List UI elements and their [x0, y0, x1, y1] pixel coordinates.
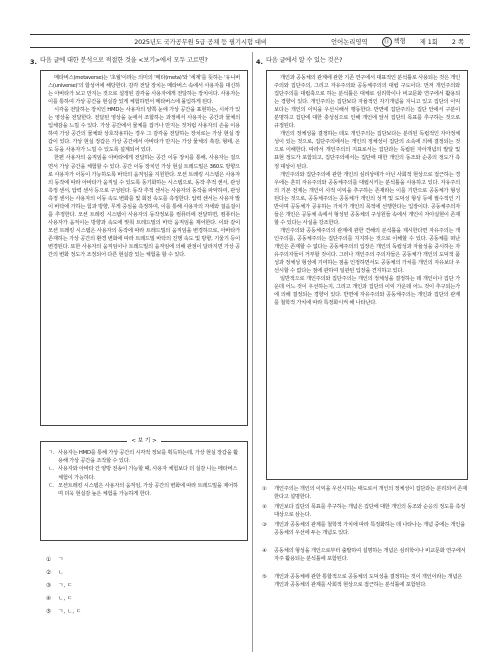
- q3-option-3[interactable]: ③ ㄱ, ㄷ: [46, 583, 73, 589]
- page-number: 2 쪽: [451, 38, 464, 46]
- q4-option-5[interactable]: ⑤ 개인과 공동체에 관한 통합적으로 공동체의 도덕성을 결정하는 것이 개인이라는 개념은 개인과 공동체의 관계를 사회적 현상으로 접근하는 분석틀에 포함된다.: [262, 574, 463, 588]
- q4-option-4[interactable]: ④ 공동체의 형성을 개인으로부터 출발하여 설명하는 개념은 심리학이나 비교문화 연구에서 자주 활용되는 분석틀에 포함된다.: [262, 548, 466, 562]
- exam-meta: [331, 36, 470, 47]
- question-3-passage: [40, 70, 248, 426]
- bogi-item: ㄱ. 사용자는 HMD를 통해 가상 공간의 시각적 정보를 획득하는데, 가상 현실 장갑을 활용해 가상 공간을 조작할 수 있다.: [48, 450, 238, 465]
- q3-option-2[interactable]: ② ㄴ: [46, 570, 64, 576]
- passage-paragraph: 일반적으로 개인주의와 집단주의는 개인의 정체성을 결정하는 데 개인이나 집단 가운데 어느 것이 우선하는지, 그리고 개인과 집단의 이익 가운데 어느 것이 추구되는가에 의해 결정되는 경향이 있다. 반면에 자유주의와 공동체주의는 개인과 집단의 관계를 철학적 가치에 따라 특정화시켜 해 나타난다.: [274, 276, 460, 307]
- passage-paragraph: 개인과 공동체의 관계에 관한 기존 연구에서 대표적인 분석틀로 사용되는 것은 개인주의와 집단주의, 그리고 자유주의와 공동체주의의 대립 구도이다. 먼저 개인주의와 집단주의를 대립축으로 하는 분석틀은 대체로 심리학이나 비교문화 연구에서 활용되는 경향이 있다. 개인주의는 집단보다 자율적인 자기개념을 지니고 있고 집단의 이익보다는 개인의 이익을 우선시해서 행동한다. 반면에 집단주의는 집단 안에서 구분이 분명하고 집단에 대한 충성심으로 인해 개인에 앞서 집단의 목표를 추구하는 것으로 규정된다.: [274, 75, 460, 130]
- passage-paragraph: 개인주의와 공동체주의의 관계에 관한 견해의 분석틀을 제시한다면 자유주의는 개인주의를, 공동체주의는 집단주의를 지지하는 것으로 이해할 수 있다. 공동체를 떠난 개인은 존재할 수 없다는 공동체주의의 입장은 개인의 독립성과 자율성을 중시하는 자유주의자들이 거부할 것이다. 그러나 개인주의 주의자들은 공동체가 개인의 도덕적 품성과 정체성 형성에 기여하는 점을 인정하면서도 공동체의 가치를 개인의 자유보다 우선시할 수 없다는 점에 관하여 일관된 입장을 견지하고 있다.: [274, 227, 460, 275]
- q3-option-1[interactable]: ① ㄱ: [46, 557, 64, 563]
- passage-paragraph: 시각을 전달하는 장치인 HMD는 사용자의 양쪽 눈에 가상 공간을 표현하는, 시차가 있는 영상을 전달한다. 전달된 영상을 눈에서 조합하는 과정에서 사용자는 공간과 물체의 입체감을 느낄 수 있다. 가상 공간에서 물체를 잡거나 만지는 것처럼 사용자의 손을 이용하여 가상 공간의 물체와 상호작용하는 경우 그 감각을 전달하는 장치로는 가상 현실 장갑이 있다. 가상 현실 장갑은 가상 공간에서 아바타가 만지는 가상 물체의 촉감, 형태, 온도 등을 사용자가 느낄 수 있도록 설계되어 있다.: [48, 107, 240, 154]
- q3-option-4[interactable]: ④ ㄴ, ㄷ: [46, 596, 73, 602]
- passage-paragraph: 개인주의와 집단주의에 관한 개인의 심리상태가 아닌 사회적 현상으로 접근하는 경우에는 흔히 자유주의와 공동체주의를 대립시키는 분석틀을 사용하고 있다. 자유주의의 기본 전제는 개인이 사적 이익을 추구하는 존재라는 이를 기반으로 공동체가 형성된다는 것으로, 공동체주의는 공동체가 개인의 성격 및 도덕성 형성 등에 필수적인 기반이며 공동체가 공유하는 가치가 개인의 목적에 선행한다는 입장이다. 공동체주의자들은 개인은 공동체 속에서 형성된 공동체의 구성원들 속에서 개인이 자아실현이 존재할 수 있다는 사실을 강조한다.: [274, 171, 460, 226]
- question-4-prompt: 다음 글에서 알 수 있는 것은?: [266, 57, 343, 64]
- q4-option-1[interactable]: ① 개인주의는 개인의 이익을 우선시하는 태도로서 개인의 정체성이 집단과는 분리되어 존재한다고 설명한다.: [262, 486, 467, 500]
- bogi-box: [40, 438, 248, 541]
- passage-paragraph: 메타버스(metaverse)는 '초월'이라는 의미의 '메타(meta)'와 '세계'를 뜻하는 '유니버스(universe)'의 합성어에 해당한다. 감각 전달 장치는 메타버스 속에서 사용자를 대신하는 아바타가 보고 만지는 것으로 설정된 감각을 사용자에게 전달하는 장치이다. 사용자는 이를 통하여 가상 공간을 현실감 있게 체험하면서 메타버스에 몰입하게 된다.: [48, 75, 240, 106]
- column-divider: [252, 52, 253, 652]
- question-3-prompt: 다음 글에 대한 분석으로 적절한 것을 <보기>에서 모두 고르면?: [40, 57, 208, 64]
- exam-header: [30, 34, 470, 48]
- question-4-passage: [266, 70, 468, 480]
- passage-paragraph: 한편 사용자의 움직임을 아바타에게 전달하는 공간 이동 장치를 통해, 사용자는 걸으면서 가상 공간을 체험할 수 있다. 공간 이동 장치인 가상 현실 트레드밀은 360도 방향으로 사용자가 이동이 가능하도록 바닥의 움직임을 지원한다. 모션 트레킹 시스템은 사용자의 동작에 따라 아바타가 움직일 수 있도록 동기화하는 시스템으로, 동작 추적 센서, 관성 측정 센서, 압력 센서 등으로 구성된다. 동작 추적 센서는 사용자의 동작을 파악하여, 관성 측정 센서는 사용자의 이동 속도 변화를 및 회전 속도를 측정한다. 압력 센서는 사용자 발이 바닥에 가하는 힘과 방향, 무게 중심을 측정하여, 이를 통해 사용자의 자세와 걸음걸이를 추정한다. 모션 트레킹 시스템이 사용자의 동작정보를 컴퓨터에 전달하면, 컴퓨터는 사용자가 움직이는 방향과 속도에 맞춰 트레드밀의 바닥 움직임을 제어한다. 이와 같이 모션 트레킹 시스템은 사용자의 동작에 따라 트레드밀의 움직임을 변경하므로, 아바타가 존재하는 가상 공간의 환경 변화에 따라 트레드밀 바닥의 진행 속도 및 방향, 기울기 등이 변경된다. 또한 사용자의 움직임이나 트레드밀의 움직임에 의해 관점이 달라지면 가상 공간의 변화 정도가 조정되어 다른 현실감 있는 체험을 할 수 있다.: [48, 155, 240, 259]
- round-label: 제 1회: [419, 38, 438, 46]
- question-3-number: 3.: [30, 58, 37, 66]
- booklet-type: [382, 36, 406, 47]
- booklet-mark-icon: ⑪: [382, 37, 392, 47]
- subject-label: 언어논리영역: [331, 38, 368, 46]
- bogi-item: ㄷ. 모션트레킹 시스템은 사용자의 움직임, 가상 공간의 변화에 따라 트레드밀을 제어하며 더욱 현실감 높은 체험을 가능하게 한다.: [48, 482, 238, 498]
- bogi-item: ㄴ. 사용자와 아바타 간 양방 전송이 가능할 때, 사용자 체험보다 더 실감 나는 메타버스 체험이 가능하다.: [48, 466, 238, 481]
- q4-option-2[interactable]: ② 개인보다 집단의 목표를 추구하는 개념은 집단에 대한 개인의 동조와 순응의 정도를 측정 대상으로 삼는다.: [262, 504, 465, 518]
- passage-paragraph: 개인의 정체성을 결정하는 데도 개인주의는 집단보다는 분리된 독립적인 자아정체성이 있는 것으로, 집단주의에서는 개인의 정체성이 집단의 소속에 의해 결정되는 것으로 이해한다. 따라서 개인주의의 지표로서는 집단과는 독립된 자아개념의 발달 및 표현 정도가 포함되고, 집단주의에서는 집단에 대한 개인의 동조와 순종의 정도가 측정 대상이 된다.: [274, 131, 460, 170]
- question-4-number: 4.: [256, 58, 263, 66]
- bogi-title: < 보 기 >: [41, 438, 247, 445]
- booklet-label: 책형: [393, 37, 406, 45]
- q3-option-5[interactable]: ⑤ ㄱ, ㄴ, ㄷ: [46, 609, 82, 615]
- q4-option-3[interactable]: ③ 개인과 공동체의 관계를 철학적 가치에 따라 특정화하는 데 나타나는 개념 중에는 개인을 공동체의 우선에 두는 개념도 있다.: [262, 522, 465, 536]
- exam-title: 2025년도 국가공무원 5급 공채 등 필기시험 대비: [134, 38, 267, 46]
